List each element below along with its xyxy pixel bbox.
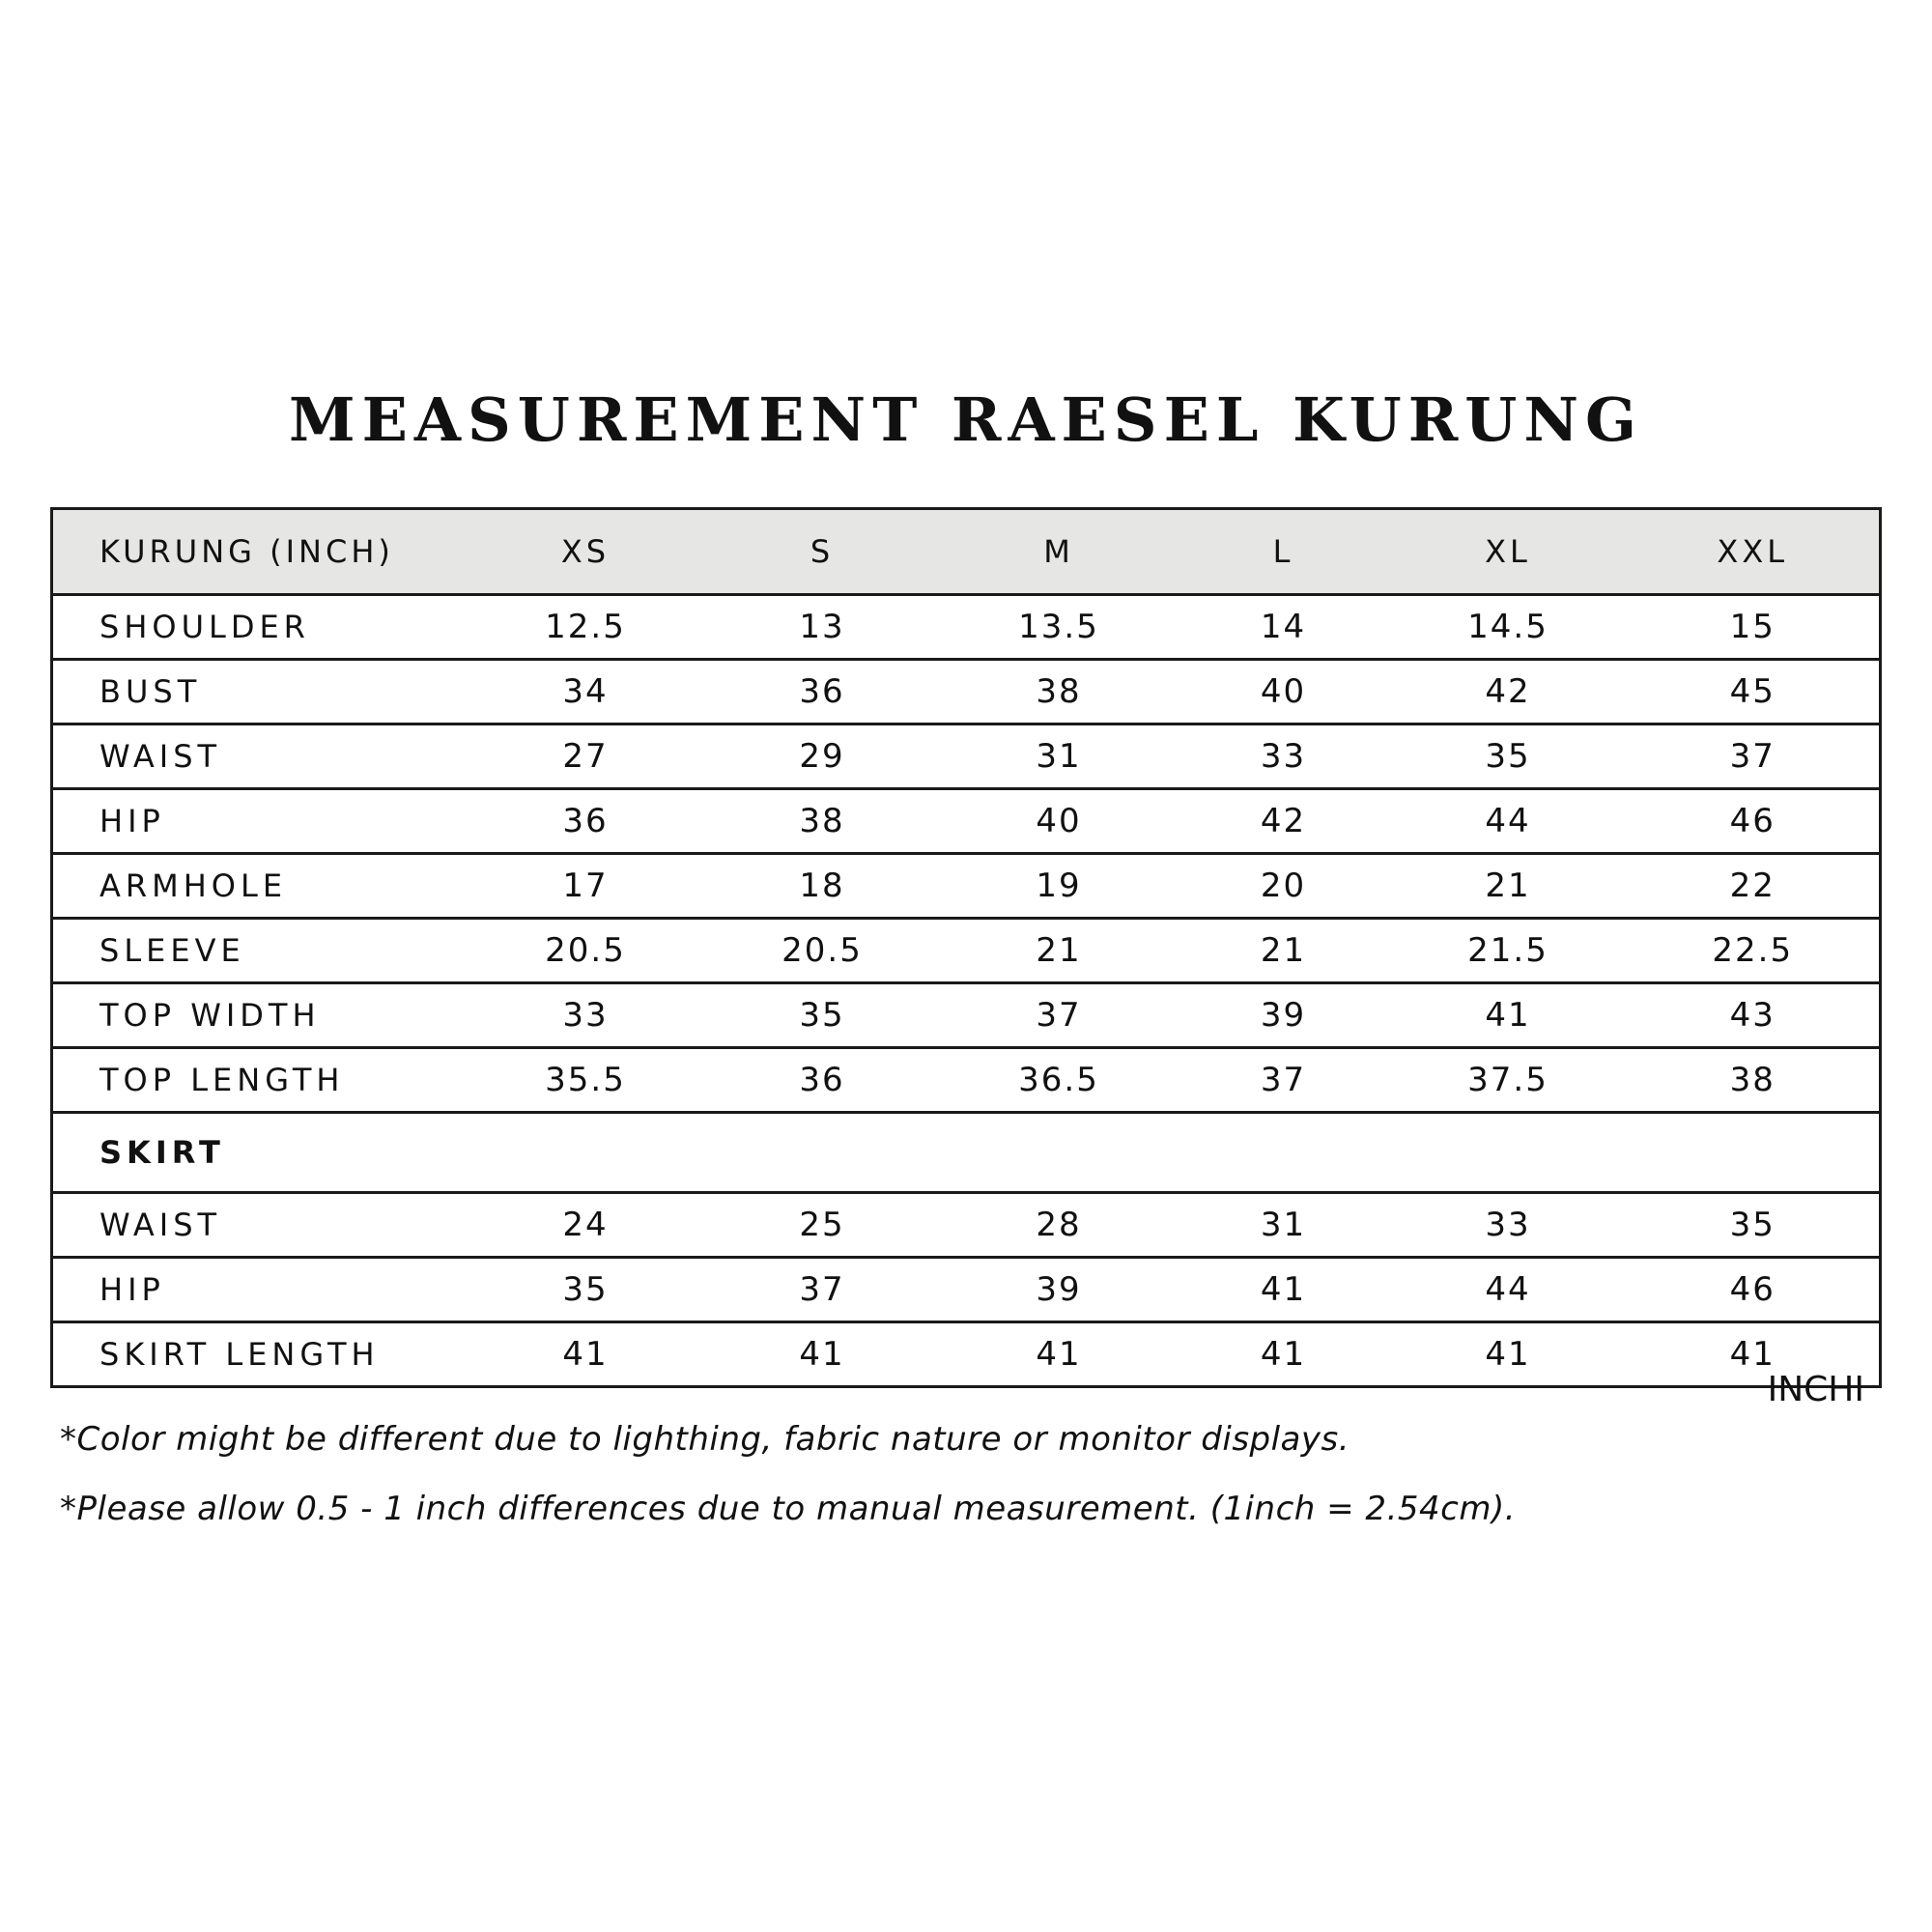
table-cell: 33 [1390,1193,1627,1258]
table-cell: 39 [1178,983,1390,1048]
header-cell: XXL [1627,509,1881,595]
page-title: MEASUREMENT RAESEL KURUNG [289,384,1643,455]
table-body [52,595,1881,1387]
table-cell: 35 [704,983,941,1048]
header-cell: L [1178,509,1390,595]
table-cell: 36 [704,660,941,724]
table-cell: 14.5 [1390,595,1627,660]
table-cell: 13.5 [941,595,1178,660]
table-cell: 37 [941,983,1178,1048]
table-cell: 42 [1178,789,1390,854]
header-cell: XL [1390,509,1627,595]
table-cell: 38 [704,789,941,854]
table-cell: 19 [941,854,1178,919]
table-cell: 36.5 [941,1048,1178,1113]
table-cell: 40 [1178,660,1390,724]
table-cell: 20.5 [704,919,941,983]
table-cell: 14 [1178,595,1390,660]
table-cell: 41 [1178,1258,1390,1322]
table-cell: 21 [1178,919,1390,983]
table-cell: 44 [1390,1258,1627,1322]
table-cell: 37 [1178,1048,1390,1113]
row-label: ARMHOLE [52,854,468,919]
table-cell: 12.5 [468,595,704,660]
table-cell: 42 [1390,660,1627,724]
table-cell: 36 [468,789,704,854]
table-row [52,983,1881,1048]
table-cell: 21 [941,919,1178,983]
row-label: TOP WIDTH [52,983,468,1048]
table-cell: 41 [704,1322,941,1387]
table-cell: 43 [1627,983,1881,1048]
size-chart-table [50,507,1882,1388]
table-cell: 17 [468,854,704,919]
row-label: BUST [52,660,468,724]
table-cell: 40 [941,789,1178,854]
table-cell: 13 [704,595,941,660]
section-spacer [468,1113,1881,1193]
row-label: HIP [52,789,468,854]
measurement-disclaimer: *Please allow 0.5 - 1 inch differences due to manual measurement. (1inch = 2.54cm). [60,1490,1517,1528]
table-cell: 21 [1390,854,1627,919]
table-cell: 38 [1627,1048,1881,1113]
table-row [52,1258,1881,1322]
table-cell: 25 [704,1193,941,1258]
table-cell: 29 [704,724,941,789]
table-cell: 39 [941,1258,1178,1322]
table-cell: 41 [1390,1322,1627,1387]
table-row [52,1048,1881,1113]
table-cell: 35.5 [468,1048,704,1113]
row-label: SHOULDER [52,595,468,660]
row-label: WAIST [52,724,468,789]
table-cell: 41 [1627,1322,1881,1387]
table-cell: 28 [941,1193,1178,1258]
section-label: SKIRT [52,1113,468,1193]
table-row [52,660,1881,724]
table-cell: 46 [1627,1258,1881,1322]
table-cell: 20 [1178,854,1390,919]
table-row [52,595,1881,660]
table-cell: 35 [1390,724,1627,789]
table-cell: 34 [468,660,704,724]
table-cell: 38 [941,660,1178,724]
row-label: SLEEVE [52,919,468,983]
table-cell: 33 [468,983,704,1048]
table-cell: 44 [1390,789,1627,854]
table-cell: 27 [468,724,704,789]
table-cell: 21.5 [1390,919,1627,983]
table-cell: 15 [1627,595,1881,660]
unit-label: INCHI [1767,1370,1864,1409]
table-cell: 37 [1627,724,1881,789]
table-cell: 20.5 [468,919,704,983]
table-cell: 46 [1627,789,1881,854]
table-cell: 45 [1627,660,1881,724]
header-cell: M [941,509,1178,595]
row-label: SKIRT LENGTH [52,1322,468,1387]
table-cell: 31 [1178,1193,1390,1258]
table-row [52,724,1881,789]
table-row [52,919,1881,983]
table-cell: 22.5 [1627,919,1881,983]
table-cell: 24 [468,1193,704,1258]
table-cell: 37 [704,1258,941,1322]
row-label: HIP [52,1258,468,1322]
table-row [52,854,1881,919]
table-cell: 37.5 [1390,1048,1627,1113]
table-cell: 33 [1178,724,1390,789]
color-disclaimer: *Color might be different due to lighthing, fabric nature or monitor displays. [60,1420,1350,1459]
table-cell: 22 [1627,854,1881,919]
row-label: TOP LENGTH [52,1048,468,1113]
table-row [52,789,1881,854]
header-cell: S [704,509,941,595]
row-label: WAIST [52,1193,468,1258]
table-cell: 35 [1627,1193,1881,1258]
table-row [52,1322,1881,1387]
table-cell: 36 [704,1048,941,1113]
table-header-row [52,509,1881,595]
table-cell: 41 [1390,983,1627,1048]
table-cell: 31 [941,724,1178,789]
table-row [52,1193,1881,1258]
table-cell: 35 [468,1258,704,1322]
header-cell: KURUNG (INCH) [52,509,468,595]
table-cell: 41 [1178,1322,1390,1387]
table-cell: 41 [468,1322,704,1387]
table-cell: 18 [704,854,941,919]
section-row-skirt [52,1113,1881,1193]
table-cell: 41 [941,1322,1178,1387]
header-cell: XS [468,509,704,595]
